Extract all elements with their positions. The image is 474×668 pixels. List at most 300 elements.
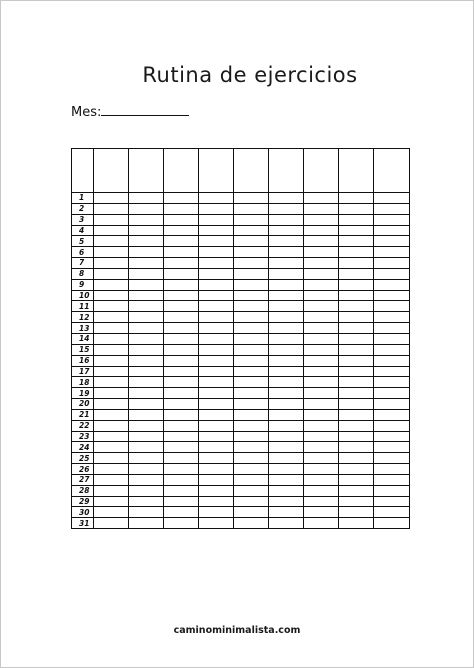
day-number: 29 bbox=[72, 496, 94, 507]
exercise-cell bbox=[129, 301, 164, 312]
exercise-cell bbox=[94, 301, 129, 312]
exercise-cell bbox=[304, 333, 339, 344]
exercise-cell bbox=[234, 312, 269, 323]
day-number: 30 bbox=[72, 507, 94, 518]
exercise-cell bbox=[269, 518, 304, 529]
exercise-cell bbox=[339, 355, 374, 366]
day-row bbox=[72, 485, 410, 496]
exercise-cell bbox=[199, 203, 234, 214]
exercise-cell bbox=[374, 377, 410, 388]
day-number: 16 bbox=[72, 355, 94, 366]
exercise-cell bbox=[339, 420, 374, 431]
exercise-cell bbox=[199, 301, 234, 312]
exercise-cell bbox=[374, 258, 410, 269]
exercise-cell bbox=[374, 323, 410, 334]
exercise-cell bbox=[304, 507, 339, 518]
day-number: 1 bbox=[72, 193, 94, 204]
header-corner-cell bbox=[72, 149, 94, 193]
exercise-cell bbox=[269, 258, 304, 269]
day-row bbox=[72, 496, 410, 507]
exercise-cell bbox=[234, 247, 269, 258]
exercise-cell bbox=[374, 399, 410, 410]
exercise-cell bbox=[339, 247, 374, 258]
exercise-cell bbox=[339, 193, 374, 204]
exercise-cell bbox=[94, 247, 129, 258]
exercise-cell bbox=[164, 225, 199, 236]
exercise-cell bbox=[94, 474, 129, 485]
exercise-cell bbox=[374, 507, 410, 518]
exercise-cell bbox=[304, 388, 339, 399]
exercise-cell bbox=[234, 431, 269, 442]
exercise-cell bbox=[234, 377, 269, 388]
day-number: 7 bbox=[72, 258, 94, 269]
day-number: 26 bbox=[72, 464, 94, 475]
exercise-cell bbox=[129, 420, 164, 431]
exercise-cell bbox=[129, 225, 164, 236]
exercise-cell bbox=[129, 474, 164, 485]
exercise-cell bbox=[164, 485, 199, 496]
exercise-cell bbox=[164, 507, 199, 518]
exercise-cell bbox=[269, 225, 304, 236]
exercise-cell bbox=[304, 236, 339, 247]
exercise-cell bbox=[304, 290, 339, 301]
day-row bbox=[72, 420, 410, 431]
day-number: 14 bbox=[72, 333, 94, 344]
exercise-cell bbox=[164, 442, 199, 453]
day-number: 28 bbox=[72, 485, 94, 496]
exercise-cell bbox=[199, 431, 234, 442]
exercise-cell bbox=[339, 442, 374, 453]
exercise-cell bbox=[304, 464, 339, 475]
exercise-header-cell bbox=[304, 149, 339, 193]
exercise-cell bbox=[164, 193, 199, 204]
exercise-cell bbox=[234, 388, 269, 399]
exercise-cell bbox=[234, 496, 269, 507]
exercise-header-cell bbox=[164, 149, 199, 193]
exercise-cell bbox=[94, 323, 129, 334]
exercise-cell bbox=[339, 301, 374, 312]
exercise-cell bbox=[374, 225, 410, 236]
day-row bbox=[72, 464, 410, 475]
exercise-cell bbox=[339, 453, 374, 464]
exercise-cell bbox=[94, 464, 129, 475]
exercise-cell bbox=[199, 290, 234, 301]
exercise-cell bbox=[339, 225, 374, 236]
exercise-cell bbox=[374, 453, 410, 464]
day-number: 17 bbox=[72, 366, 94, 377]
exercise-cell bbox=[129, 333, 164, 344]
exercise-cell bbox=[234, 268, 269, 279]
exercise-cell bbox=[94, 290, 129, 301]
day-row bbox=[72, 247, 410, 258]
exercise-cell bbox=[304, 214, 339, 225]
day-row bbox=[72, 290, 410, 301]
exercise-header-cell bbox=[234, 149, 269, 193]
exercise-cell bbox=[234, 474, 269, 485]
exercise-cell bbox=[94, 453, 129, 464]
exercise-cell bbox=[269, 312, 304, 323]
exercise-cell bbox=[164, 377, 199, 388]
exercise-cell bbox=[164, 312, 199, 323]
exercise-cell bbox=[339, 268, 374, 279]
day-row bbox=[72, 518, 410, 529]
exercise-cell bbox=[374, 366, 410, 377]
exercise-cell bbox=[304, 474, 339, 485]
exercise-cell bbox=[269, 355, 304, 366]
exercise-cell bbox=[199, 388, 234, 399]
exercise-cell bbox=[234, 290, 269, 301]
exercise-cell bbox=[234, 355, 269, 366]
day-number: 13 bbox=[72, 323, 94, 334]
exercise-cell bbox=[374, 344, 410, 355]
exercise-cell bbox=[234, 214, 269, 225]
exercise-cell bbox=[129, 258, 164, 269]
day-row bbox=[72, 258, 410, 269]
exercise-cell bbox=[234, 485, 269, 496]
exercise-cell bbox=[374, 290, 410, 301]
exercise-cell bbox=[304, 431, 339, 442]
day-row bbox=[72, 225, 410, 236]
exercise-cell bbox=[374, 333, 410, 344]
exercise-cell bbox=[269, 279, 304, 290]
exercise-cell bbox=[164, 355, 199, 366]
exercise-cell bbox=[304, 323, 339, 334]
month-blank-line bbox=[101, 103, 189, 116]
exercise-cell bbox=[339, 507, 374, 518]
exercise-cell bbox=[269, 507, 304, 518]
exercise-cell bbox=[129, 518, 164, 529]
day-number: 21 bbox=[72, 409, 94, 420]
day-row bbox=[72, 431, 410, 442]
day-number: 20 bbox=[72, 399, 94, 410]
exercise-cell bbox=[199, 193, 234, 204]
exercise-cell bbox=[339, 409, 374, 420]
exercise-cell bbox=[269, 333, 304, 344]
exercise-cell bbox=[269, 453, 304, 464]
exercise-cell bbox=[199, 420, 234, 431]
exercise-cell bbox=[269, 247, 304, 258]
header-row bbox=[72, 149, 410, 193]
exercise-cell bbox=[234, 203, 269, 214]
exercise-cell bbox=[234, 258, 269, 269]
exercise-cell bbox=[304, 268, 339, 279]
exercise-cell bbox=[339, 474, 374, 485]
exercise-cell bbox=[164, 518, 199, 529]
exercise-cell bbox=[94, 496, 129, 507]
day-row bbox=[72, 301, 410, 312]
day-number: 15 bbox=[72, 344, 94, 355]
day-row bbox=[72, 474, 410, 485]
exercise-cell bbox=[199, 344, 234, 355]
exercise-cell bbox=[199, 377, 234, 388]
exercise-cell bbox=[234, 279, 269, 290]
exercise-cell bbox=[199, 409, 234, 420]
exercise-cell bbox=[304, 344, 339, 355]
exercise-cell bbox=[199, 214, 234, 225]
exercise-cell bbox=[129, 442, 164, 453]
exercise-cell bbox=[129, 388, 164, 399]
exercise-cell bbox=[234, 453, 269, 464]
exercise-cell bbox=[164, 290, 199, 301]
exercise-cell bbox=[94, 442, 129, 453]
exercise-cell bbox=[374, 247, 410, 258]
exercise-cell bbox=[339, 236, 374, 247]
footer-website: caminominimalista.com bbox=[173, 625, 301, 636]
exercise-cell bbox=[94, 214, 129, 225]
exercise-cell bbox=[304, 453, 339, 464]
exercise-cell bbox=[374, 518, 410, 529]
exercise-cell bbox=[304, 258, 339, 269]
exercise-cell bbox=[339, 388, 374, 399]
exercise-cell bbox=[164, 399, 199, 410]
exercise-cell bbox=[374, 496, 410, 507]
exercise-cell bbox=[199, 355, 234, 366]
day-number: 18 bbox=[72, 377, 94, 388]
day-row bbox=[72, 333, 410, 344]
exercise-cell bbox=[164, 496, 199, 507]
day-number: 27 bbox=[72, 474, 94, 485]
day-row bbox=[72, 214, 410, 225]
exercise-cell bbox=[164, 453, 199, 464]
day-number: 6 bbox=[72, 247, 94, 258]
exercise-cell bbox=[199, 312, 234, 323]
exercise-cell bbox=[129, 214, 164, 225]
exercise-cell bbox=[304, 355, 339, 366]
exercise-cell bbox=[339, 431, 374, 442]
day-number: 19 bbox=[72, 388, 94, 399]
exercise-cell bbox=[269, 399, 304, 410]
exercise-cell bbox=[339, 203, 374, 214]
exercise-cell bbox=[269, 203, 304, 214]
exercise-cell bbox=[94, 258, 129, 269]
exercise-cell bbox=[129, 485, 164, 496]
exercise-cell bbox=[234, 301, 269, 312]
exercise-cell bbox=[339, 323, 374, 334]
exercise-cell bbox=[269, 214, 304, 225]
exercise-cell bbox=[304, 366, 339, 377]
exercise-cell bbox=[94, 279, 129, 290]
day-number: 2 bbox=[72, 203, 94, 214]
exercise-cell bbox=[374, 355, 410, 366]
exercise-cell bbox=[234, 442, 269, 453]
exercise-cell bbox=[94, 355, 129, 366]
exercise-cell bbox=[129, 279, 164, 290]
exercise-cell bbox=[129, 366, 164, 377]
exercise-cell bbox=[164, 203, 199, 214]
exercise-cell bbox=[304, 301, 339, 312]
exercise-cell bbox=[234, 193, 269, 204]
exercise-cell bbox=[304, 518, 339, 529]
exercise-cell bbox=[94, 366, 129, 377]
exercise-cell bbox=[94, 409, 129, 420]
exercise-cell bbox=[199, 399, 234, 410]
exercise-cell bbox=[94, 485, 129, 496]
exercise-cell bbox=[234, 420, 269, 431]
exercise-header-cell bbox=[269, 149, 304, 193]
exercise-cell bbox=[269, 377, 304, 388]
exercise-cell bbox=[129, 431, 164, 442]
exercise-cell bbox=[129, 247, 164, 258]
exercise-cell bbox=[199, 474, 234, 485]
exercise-cell bbox=[304, 399, 339, 410]
day-row bbox=[72, 344, 410, 355]
exercise-cell bbox=[199, 236, 234, 247]
exercise-cell bbox=[234, 366, 269, 377]
day-number: 10 bbox=[72, 290, 94, 301]
exercise-cell bbox=[164, 388, 199, 399]
exercise-cell bbox=[94, 312, 129, 323]
exercise-cell bbox=[269, 442, 304, 453]
exercise-cell bbox=[164, 420, 199, 431]
day-row bbox=[72, 377, 410, 388]
day-row bbox=[72, 366, 410, 377]
exercise-header-cell bbox=[374, 149, 410, 193]
exercise-cell bbox=[374, 431, 410, 442]
exercise-cell bbox=[164, 236, 199, 247]
exercise-cell bbox=[234, 236, 269, 247]
day-number: 9 bbox=[72, 279, 94, 290]
exercise-cell bbox=[164, 409, 199, 420]
exercise-cell bbox=[94, 193, 129, 204]
exercise-cell bbox=[374, 409, 410, 420]
exercise-cell bbox=[339, 279, 374, 290]
exercise-cell bbox=[94, 203, 129, 214]
exercise-cell bbox=[304, 409, 339, 420]
day-number: 23 bbox=[72, 431, 94, 442]
exercise-cell bbox=[304, 377, 339, 388]
exercise-cell bbox=[269, 420, 304, 431]
exercise-cell bbox=[374, 268, 410, 279]
exercise-cell bbox=[234, 344, 269, 355]
exercise-header-cell bbox=[339, 149, 374, 193]
exercise-cell bbox=[164, 474, 199, 485]
exercise-cell bbox=[374, 236, 410, 247]
exercise-cell bbox=[94, 420, 129, 431]
exercise-cell bbox=[374, 193, 410, 204]
day-number: 4 bbox=[72, 225, 94, 236]
exercise-cell bbox=[129, 355, 164, 366]
exercise-cell bbox=[129, 312, 164, 323]
exercise-cell bbox=[94, 344, 129, 355]
exercise-cell bbox=[339, 258, 374, 269]
exercise-cell bbox=[304, 203, 339, 214]
exercise-cell bbox=[374, 442, 410, 453]
day-row bbox=[72, 355, 410, 366]
exercise-cell bbox=[269, 464, 304, 475]
exercise-cell bbox=[304, 312, 339, 323]
exercise-cell bbox=[199, 366, 234, 377]
exercise-cell bbox=[94, 333, 129, 344]
exercise-cell bbox=[374, 388, 410, 399]
exercise-cell bbox=[269, 366, 304, 377]
exercise-cell bbox=[164, 214, 199, 225]
exercise-cell bbox=[164, 268, 199, 279]
exercise-cell bbox=[94, 225, 129, 236]
exercise-cell bbox=[199, 268, 234, 279]
exercise-cell bbox=[94, 236, 129, 247]
exercise-cell bbox=[94, 431, 129, 442]
exercise-cell bbox=[339, 366, 374, 377]
exercise-cell bbox=[199, 333, 234, 344]
exercise-cell bbox=[339, 399, 374, 410]
exercise-cell bbox=[234, 518, 269, 529]
day-number: 24 bbox=[72, 442, 94, 453]
exercise-cell bbox=[339, 485, 374, 496]
day-number: 11 bbox=[72, 301, 94, 312]
exercise-cell bbox=[339, 214, 374, 225]
exercise-cell bbox=[269, 474, 304, 485]
day-row bbox=[72, 279, 410, 290]
exercise-cell bbox=[164, 279, 199, 290]
day-number: 25 bbox=[72, 453, 94, 464]
exercise-cell bbox=[199, 507, 234, 518]
exercise-cell bbox=[234, 333, 269, 344]
day-row bbox=[72, 203, 410, 214]
exercise-cell bbox=[199, 485, 234, 496]
exercise-cell bbox=[269, 409, 304, 420]
exercise-cell bbox=[129, 290, 164, 301]
exercise-cell bbox=[129, 453, 164, 464]
exercise-cell bbox=[164, 258, 199, 269]
exercise-cell bbox=[304, 247, 339, 258]
exercise-cell bbox=[339, 290, 374, 301]
exercise-cell bbox=[339, 496, 374, 507]
exercise-cell bbox=[129, 236, 164, 247]
exercise-cell bbox=[129, 507, 164, 518]
exercise-cell bbox=[269, 344, 304, 355]
exercise-cell bbox=[339, 333, 374, 344]
exercise-cell bbox=[304, 279, 339, 290]
exercise-cell bbox=[164, 431, 199, 442]
exercise-cell bbox=[269, 485, 304, 496]
exercise-cell bbox=[129, 409, 164, 420]
exercise-cell bbox=[129, 399, 164, 410]
day-row bbox=[72, 268, 410, 279]
exercise-cell bbox=[94, 377, 129, 388]
exercise-cell bbox=[374, 464, 410, 475]
exercise-cell bbox=[304, 496, 339, 507]
exercise-cell bbox=[164, 344, 199, 355]
exercise-grid bbox=[71, 148, 410, 529]
day-row bbox=[72, 193, 410, 204]
exercise-cell bbox=[129, 344, 164, 355]
day-row bbox=[72, 409, 410, 420]
exercise-cell bbox=[234, 507, 269, 518]
page-title: Rutina de ejercicios bbox=[142, 63, 358, 87]
exercise-cell bbox=[234, 409, 269, 420]
day-row bbox=[72, 312, 410, 323]
exercise-cell bbox=[374, 203, 410, 214]
exercise-cell bbox=[199, 258, 234, 269]
exercise-header-cell bbox=[94, 149, 129, 193]
exercise-header-cell bbox=[129, 149, 164, 193]
day-row bbox=[72, 236, 410, 247]
exercise-cell bbox=[269, 290, 304, 301]
exercise-cell bbox=[374, 420, 410, 431]
exercise-cell bbox=[339, 312, 374, 323]
exercise-cell bbox=[129, 464, 164, 475]
exercise-cell bbox=[269, 431, 304, 442]
exercise-cell bbox=[199, 247, 234, 258]
exercise-cell bbox=[269, 301, 304, 312]
day-row bbox=[72, 399, 410, 410]
exercise-cell bbox=[269, 496, 304, 507]
exercise-cell bbox=[199, 464, 234, 475]
exercise-cell bbox=[339, 377, 374, 388]
exercise-cell bbox=[304, 225, 339, 236]
exercise-cell bbox=[94, 518, 129, 529]
exercise-cell bbox=[199, 442, 234, 453]
